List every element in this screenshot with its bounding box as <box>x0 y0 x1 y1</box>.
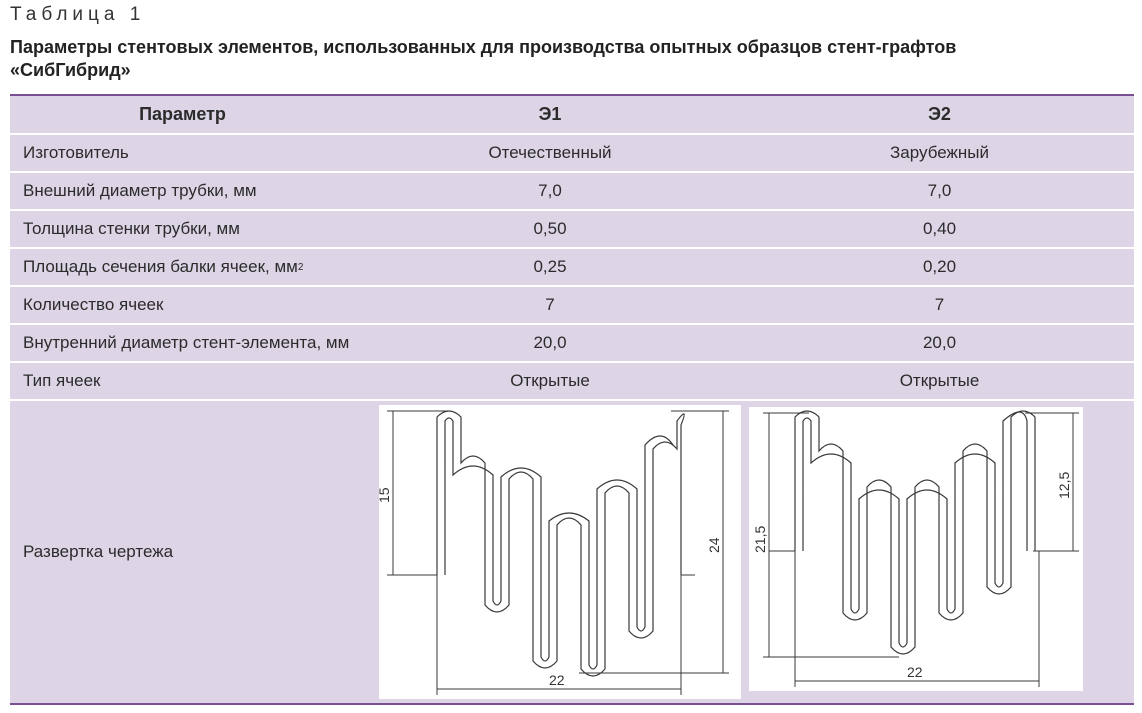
row-param: Развертка чертежа <box>23 542 174 561</box>
row-e1: 7,0 <box>538 181 562 200</box>
row-param: Толщина стенки трубки, мм <box>23 219 240 238</box>
row-param: Изготовитель <box>23 143 129 162</box>
row-param-sup: 2 <box>297 261 304 273</box>
dim-bottom-e1: 22 <box>549 672 565 688</box>
row-e2: Открытые <box>899 371 980 390</box>
table-title: Параметры стентовых элементов, использованных для производства опытных образцов стент-графтов «СибГибрид» <box>10 37 957 80</box>
dim-left-e1: 15 <box>376 487 392 503</box>
table-row <box>10 135 1134 173</box>
row-e1: 20,0 <box>533 333 567 352</box>
row-param <box>10 249 355 285</box>
row-e2: 7 <box>934 295 945 314</box>
row-e1: Отечественный <box>488 143 612 162</box>
table-row <box>10 287 1134 325</box>
dim-right-e1: 24 <box>706 537 722 553</box>
header-param-label: Параметр <box>139 104 226 124</box>
table-row <box>10 363 1134 401</box>
table-caption: Таблица 1 <box>10 4 146 25</box>
table-row <box>10 249 1134 287</box>
table-row <box>10 173 1134 211</box>
row-param: Тип ячеек <box>23 371 101 390</box>
header-param-cell <box>10 96 355 133</box>
row-param: Внутренний диаметр стент-элемента, мм <box>23 333 350 352</box>
dimension-labels-e2 <box>752 472 1072 680</box>
table-row <box>10 325 1134 363</box>
row-e2: 20,0 <box>922 333 957 352</box>
table-header-row <box>10 96 1134 135</box>
stent-drawing-e2 <box>749 407 1083 691</box>
dim-left-e2: 21,5 <box>751 525 768 553</box>
dim-bottom-e2: 22 <box>906 664 923 680</box>
row-e1: 7 <box>545 295 555 314</box>
stent-inner-e1 <box>445 418 673 669</box>
row-e1: 0,50 <box>533 219 567 238</box>
row-param-text: Площадь сечения балки ячеек, мм <box>23 257 298 276</box>
parameters-table <box>10 94 1134 705</box>
row-param: Количество ячеек <box>23 295 164 314</box>
row-param: Внешний диаметр трубки, мм <box>23 181 257 200</box>
row-e2: 0,20 <box>922 257 957 276</box>
header-e1-cell <box>355 96 745 133</box>
stent-outer-e1 <box>437 411 684 676</box>
stent-outer-e2 <box>795 411 1035 654</box>
dim-right-e2: 12,5 <box>1055 471 1072 499</box>
header-e2-label: Э2 <box>928 104 951 124</box>
row-e1: 0,25 <box>533 257 567 276</box>
drawing-e2-cell <box>745 401 1134 703</box>
row-e2: Зарубежный <box>890 143 989 162</box>
table-row <box>10 211 1134 249</box>
row-e1: Открытые <box>510 371 590 390</box>
header-e2-cell <box>745 96 1134 133</box>
drawing-e1-cell <box>355 401 745 703</box>
header-e1-label: Э1 <box>538 104 562 124</box>
row-e2: 7,0 <box>927 181 952 200</box>
stent-drawing-e1 <box>376 405 741 699</box>
row-e2: 0,40 <box>922 219 957 238</box>
drawing-row <box>10 401 1134 703</box>
